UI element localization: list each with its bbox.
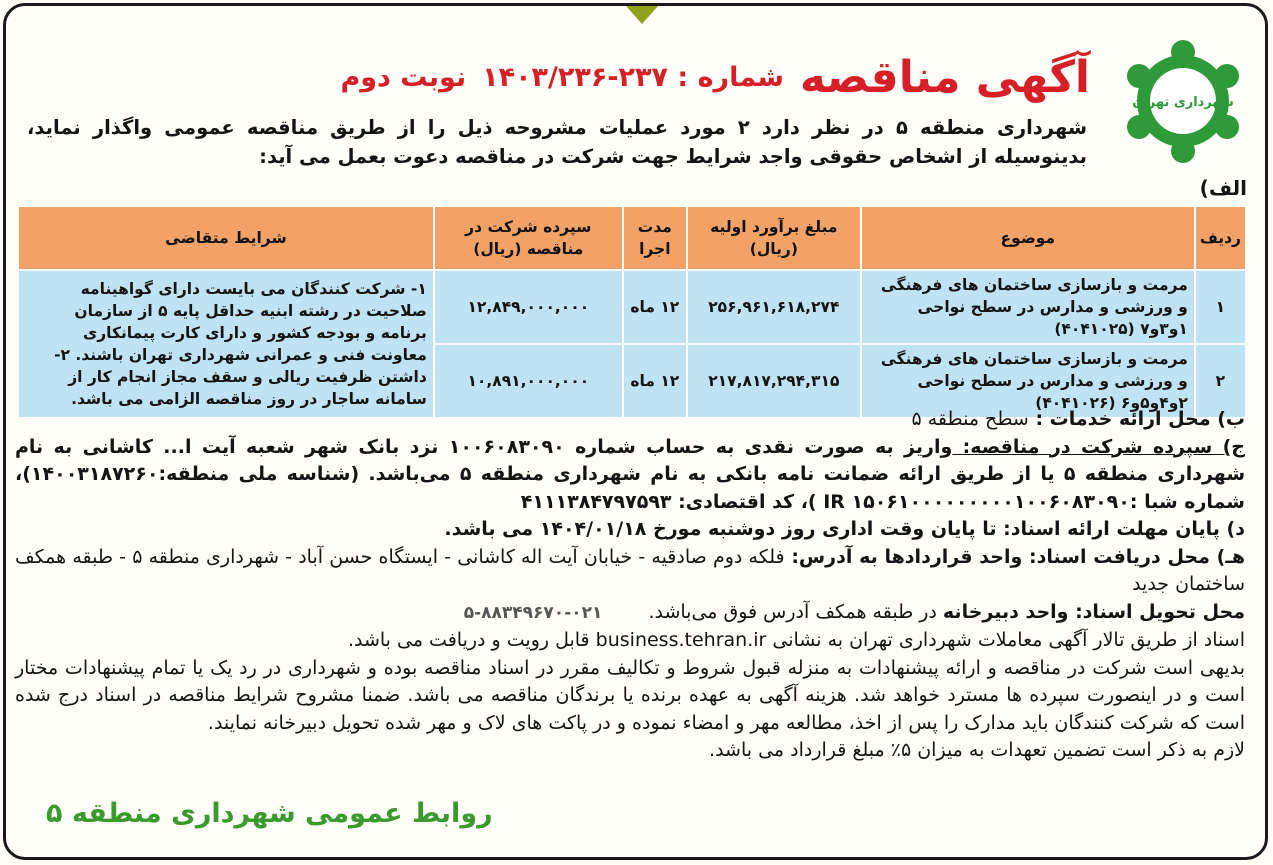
header-row-number: ردیف [1195, 206, 1246, 270]
section-be-label: ب) محل ارائه خدمات : [1028, 408, 1245, 430]
applicant-conditions: ۱- شرکت کنندگان می بایست دارای گواهینامه صلاحیت در رشته ابنیه حداقل پایه ۵ از سازمان برنامه و بودجه کشور و دارای کارت پیمانکاری معاونت فنی و عمرانی شهرداری تهران باشند. ۲- داشتن ظرفیت ریالی و سقف مجاز انجام کار از سامانه ساجار در روز مناقصه الزامی می باشد. [18, 270, 434, 418]
tender-table [17, 205, 1247, 419]
delivery-unit: واحد دبیرخانه [942, 600, 1069, 623]
documents-site-line [15, 627, 1245, 655]
section-he [15, 544, 1245, 599]
notice-title: آگهی مناقصه [799, 51, 1090, 103]
intro-text: در نظر دارد ۲ مورد عملیات مشروحه ذیل را از طریق مناقصه عمومی واگذار نماید، بدینوسیله از اشخاص حقوقی واجد شرایط جهت شرکت در مناقصه دعوت بعمل می آید: [27, 116, 1087, 168]
section-alef-label: الف) [1199, 176, 1247, 200]
section-he-unit: واحد قراردادها به آدرس: [784, 545, 1023, 568]
section-jim-label: ج) سپرده شرکت در مناقصه: [952, 435, 1245, 458]
row-number: ۲ [1195, 344, 1246, 418]
header-amount: مبلغ برآورد اولیه (ریال) [687, 206, 861, 270]
docs-text-2: قابل رویت و دریافت می باشد. [347, 629, 596, 651]
section-dal-label: د) پایان مهلت ارائه اسناد: [996, 518, 1245, 540]
section-he-address: فلکه دوم صادقیه - خیابان آیت اله کاشانی - ایستگاه حسن آباد - شهرداری منطقه ۵ - طبقه همکف ساختمان جدید [15, 545, 1245, 595]
section-dal-text: تا پایان وقت اداری روز دوشنبه مورخ ۱۴۰۴/۰۱/۱۸ می باشد. [444, 518, 997, 540]
intro-paragraph [27, 113, 1087, 171]
section-jim [15, 434, 1245, 517]
row-number: ۱ [1195, 270, 1246, 344]
section-be [15, 406, 1245, 434]
table-row [18, 270, 1246, 344]
header-duration: مدت اجرا [623, 206, 687, 270]
row-deposit: ۱۲,۸۴۹,۰۰۰,۰۰۰ [434, 270, 623, 344]
docs-site-link[interactable]: business.tehran.ir [595, 629, 767, 651]
section-be-value: سطح منطقه ۵ [911, 408, 1029, 430]
delivery-label: محل تحویل اسناد: [1068, 600, 1245, 623]
logo-text: شهرداری تهران [1132, 95, 1234, 110]
table-header-row [18, 206, 1246, 270]
header-subject: موضوع [861, 206, 1195, 270]
delivery-location [15, 599, 1245, 628]
top-marker-icon [626, 6, 658, 24]
intro-lead: شهرداری منطقه ۵ [895, 116, 1087, 139]
section-jim-text: واریز به صورت نقدی به حساب شماره ۱۰۰۶۰۸۳۰۹۰ نزد بانک شهر شعبه آیت ا... کاشانی به نام شهرداری منطقه ۵ یا از طریق ارائه ضمانت نامه بانکی به نام شهرداری منطقه ۵ می‌باشد. (شناسه ملی منطقه:۱۴۰۰۳۱۸۷۲۶۰)، شماره شبا :IR ۱۵۰۶۱۰۰۰۰۰۰۰۰۰۱۰۰۶۰۸۳۰۹۰ )، کد اقتصادی: ۴۱۱۱۳۸۴۷۹۷۵۹۳ [15, 435, 1246, 513]
contact-phone: ۰۲۱-۸۸۳۴۹۶۷۰-۵ [463, 602, 603, 623]
row-subject: مرمت و بازسازی ساختمان های فرهنگی و ورزشی و مدارس در سطح نواحی ۲و۴و۵و۶ (۴۰۴۱۰۲۶) [861, 344, 1195, 418]
notice-frame [3, 3, 1268, 860]
header-conditions: شرایط متقاضی [18, 206, 434, 270]
row-amount: ۲۱۷,۸۱۷,۲۹۴,۳۱۵ [687, 344, 861, 418]
notice-body [15, 406, 1245, 765]
delivery-text: در طبقه همکف آدرس فوق می‌باشد. [648, 600, 943, 623]
row-amount: ۲۵۶,۹۶۱,۶۱۸,۲۷۴ [687, 270, 861, 344]
tehran-municipality-logo-icon [1123, 34, 1243, 169]
row-duration: ۱۲ ماه [623, 270, 687, 344]
footer-signature: روابط عمومی شهرداری منطقه ۵ [46, 798, 493, 829]
docs-text-1: اسناد از طریق تالار آگهی معاملات شهرداری تهران به نشانی [766, 629, 1245, 651]
section-dal [15, 516, 1245, 544]
header-deposit: سپرده شرکت در مناقصه (ریال) [434, 206, 623, 270]
terms-paragraph: بدیهی است شرکت در مناقصه و ارائه پیشنهادات به منزله قبول شروط و تکالیف مقرر در اسناد مناقصه بوده و شهرداری در رد یک یا تمام پیشنهادات مختار است و در اینصورت سپرده ها مسترد خواهد شد. هزینه آگهی به عهده برنده یا برندگان مناقصه می باشد. ضمنا مشروح شرایط مناقصه در اسناد درج شده است که شرکت کنندگان باید مدارک را پس از اخذ، مطالعه مهر و امضاء نموده و در پاکت های لاک و مهر شده تحویل دبیرخانه نمایند. [15, 656, 1245, 734]
row-subject: مرمت و بازسازی ساختمان های فرهنگی و ورزشی و مدارس در سطح نواحی ۱و۳و۷ (۴۰۴۱۰۲۵) [861, 270, 1195, 344]
notice-round: نوبت دوم [340, 61, 467, 93]
tender-number: شماره : ۲۳۷-۱۴۰۳/۲۳۶ [482, 61, 784, 93]
row-deposit: ۱۰,۸۹۱,۰۰۰,۰۰۰ [434, 344, 623, 418]
notice-header [190, 42, 1090, 112]
row-duration: ۱۲ ماه [623, 344, 687, 418]
section-he-label: هـ) محل دریافت اسناد: [1022, 545, 1245, 568]
guarantee-paragraph: لازم به ذکر است تضمین تعهدات به میزان ۵٪ مبلغ قرارداد می باشد. [709, 739, 1245, 761]
